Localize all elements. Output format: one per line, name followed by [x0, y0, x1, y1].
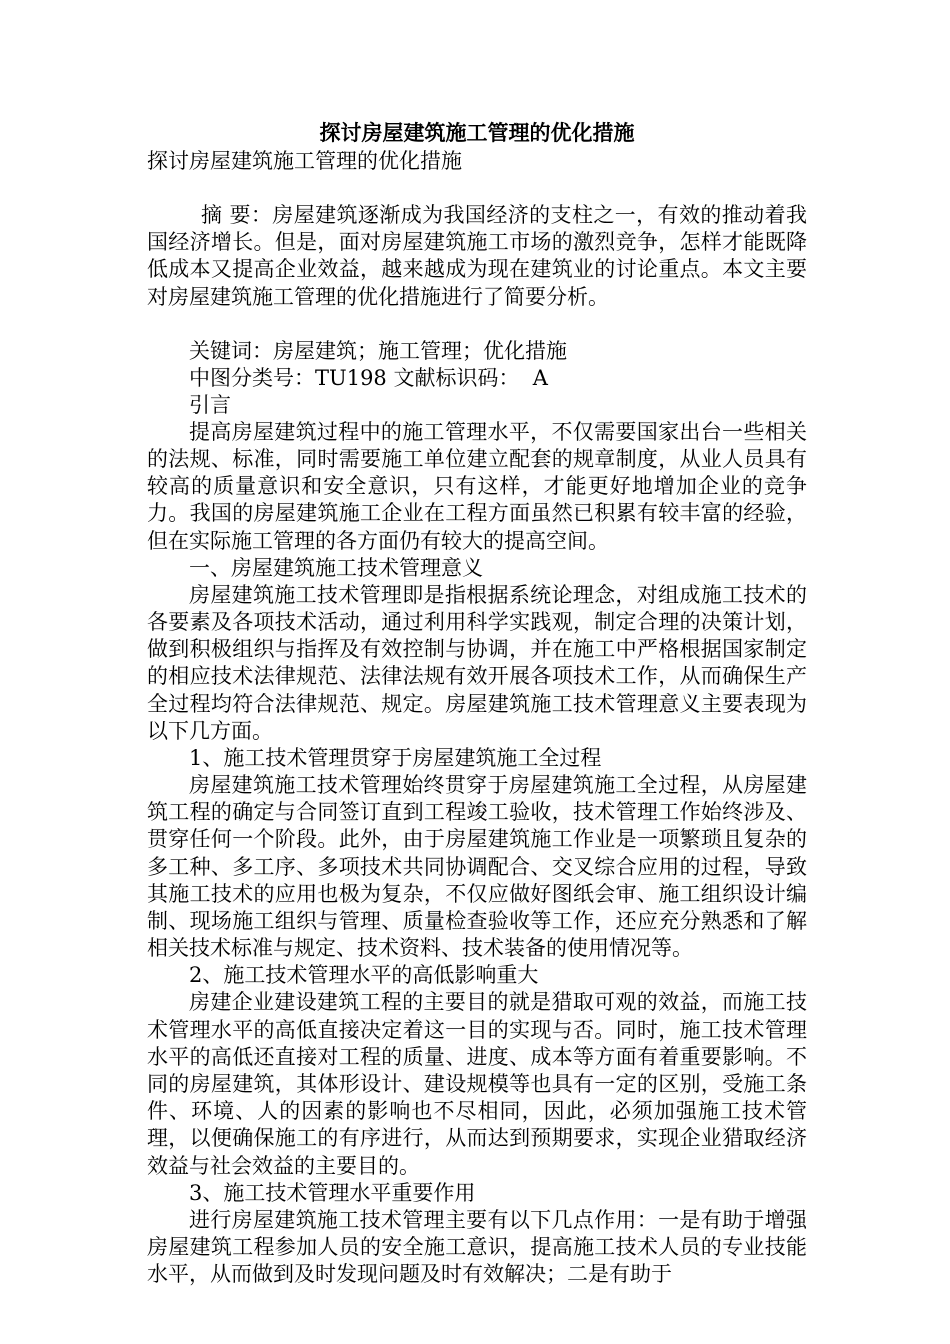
document-subtitle: 探讨房屋建筑施工管理的优化措施	[147, 149, 462, 173]
document-page	[147, 118, 807, 1289]
section1-paragraph: 房屋建筑施工技术管理即是指根据系统论理念，对组成施工技术的各要素及各项技术活动，通过利用科学实践观，制定合理的决策计划，做到积极组织与指挥及有效控制与协调，并在施工中严格根据国家制定的相应技术法律规范、法律法规有效开展各项技术工作，从而确保生产全过程均符合法律规范、规定。房屋建筑施工技术管理意义主要表现为以下几方面。	[147, 582, 807, 743]
intro-heading: 引言	[189, 392, 231, 417]
intro-paragraph: 提高房屋建筑过程中的施工管理水平，不仅需要国家出台一些相关的法规、标准，同时需要施工单位建立配套的规章制度，从业人员具有较高的质量意识和安全意识，只有这样，才能更好地增加企业的竞争力。我国的房屋建筑施工企业在工程方面虽然已积累有较丰富的经验，但在实际施工管理的各方面仍有较大的提高空间。	[147, 419, 807, 553]
sub2-heading: 2、施工技术管理水平的高低影响重大	[189, 963, 539, 988]
keywords-line: 关键词：房屋建筑；施工管理；优化措施	[189, 338, 567, 363]
sub1-paragraph: 房屋建筑施工技术管理始终贯穿于房屋建筑施工全过程，从房屋建筑工程的确定与合同签订直到工程竣工验收，技术管理工作始终涉及、贯穿任何一个阶段。此外，由于房屋建筑施工作业是一项繁琐且复杂的多工种、多工序、多项技术共同协调配合、交叉综合应用的过程，导致其施工技术的应用也极为复杂，不仅应做好图纸会审、施工组织设计编制、现场施工组织与管理、质量检查验收等工作，还应充分熟悉和了解相关技术标准与规定、技术资料、技术装备的使用情况等。	[147, 773, 807, 961]
sub2-paragraph: 房建企业建设建筑工程的主要目的就是猎取可观的效益，而施工技术管理水平的高低直接决定着这一目的实现与否。同时，施工技术管理水平的高低还直接对工程的质量、进度、成本等方面有着重要影响。不同的房屋建筑，其体形设计、建设规模等也具有一定的区别，受施工条件、环境、人的因素的影响也不尽相同，因此，必须加强施工技术管理，以便确保施工的有序进行，从而达到预期要求，实现企业猎取经济效益与社会效益的主要目的。	[147, 990, 807, 1178]
section1-heading: 一、房屋建筑施工技术管理意义	[189, 555, 483, 580]
sub3-heading: 3、施工技术管理水平重要作用	[189, 1180, 476, 1205]
abstract-paragraph: 摘 要：房屋建筑逐渐成为我国经济的支柱之一，有效的推动着我国经济增长。但是，面对房屋建筑施工市场的激烈竞争，怎样才能既降低成本又提高企业效益，越来越成为现在建筑业的讨论重点。本文主要对房屋建筑施工管理的优化措施进行了简要分析。	[147, 203, 807, 309]
blank-line	[147, 175, 807, 202]
classification-line: 中图分类号：TU198 文献标识码： A	[189, 365, 548, 390]
sub1-heading: 1、施工技术管理贯穿于房屋建筑施工全过程	[189, 746, 602, 771]
document-title: 探讨房屋建筑施工管理的优化措施	[319, 120, 635, 145]
sub3-paragraph: 进行房屋建筑施工技术管理主要有以下几点作用：一是有助于增强房屋建筑工程参加人员的安全施工意识，提高施工技术人员的专业技能水平，从而做到及时发现问题及时有效解决；二是有助于	[147, 1207, 807, 1287]
blank-line	[147, 311, 807, 338]
